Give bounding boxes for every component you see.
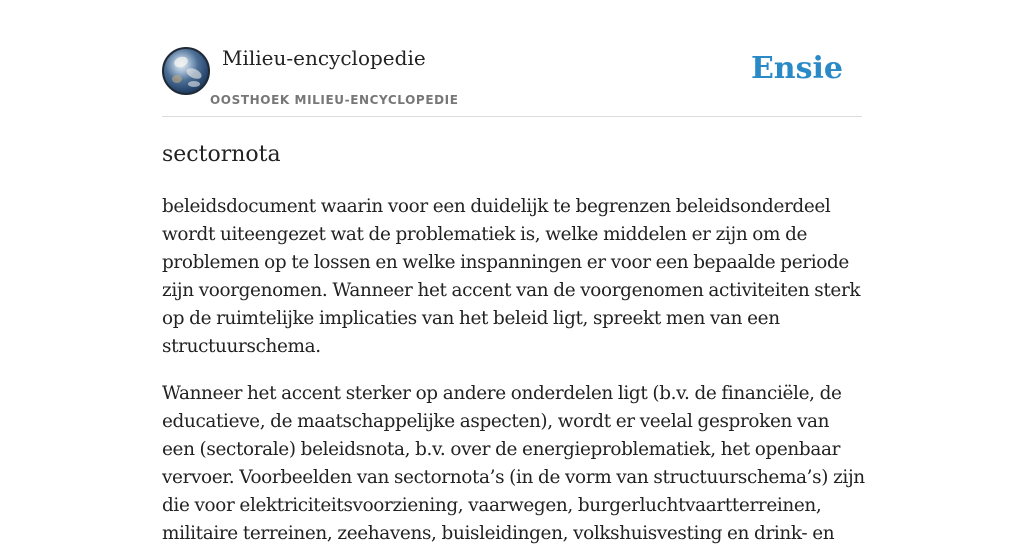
globe-landmass xyxy=(172,75,182,83)
site-header xyxy=(162,0,862,117)
ensie-brand-link[interactable]: Ensie xyxy=(750,51,843,86)
site-title[interactable]: Milieu-encyclopedie xyxy=(222,46,426,70)
globe-landmass xyxy=(173,55,190,69)
entry-content xyxy=(162,116,866,548)
globe-cloud xyxy=(185,66,203,81)
entry-title: sectornota xyxy=(162,142,281,167)
entry-paragraph: beleidsdocument waarin voor een duidelijk te begrenzen beleidsonderdeel wordt uiteengezet wat de problematiek is, welke middelen er zijn om de problemen op te lossen en welke inspanningen er voor een bepaalde periode zijn voorgenomen. Wanneer het accent van de voorgenomen activiteiten sterk op de ruimtelijke implicaties van het beleid ligt, spreekt men van een structuurschema. xyxy=(162,196,861,357)
site-subtitle: OOSTHOEK MILIEU-ENCYCLOPEDIE xyxy=(210,93,459,107)
globe-cloud xyxy=(188,81,200,87)
entry-paragraph: Wanneer het accent sterker op andere onderdelen ligt (b.v. de financiële, de educatieve, de maatschappelijke aspecten), wordt er veelal gesproken van een (sectorale) beleidsnota, b.v. over de energieproblematiek, het openbaar vervoer. Voorbeelden van sectornota’s (in de vorm van structuurschema’s) zijn die voor elektriciteitsvoorziening, vaarwegen, burgerluchtvaartterreinen, militaire terreinen, zeehavens, buisleidingen, volkshuisvesting en drink- en xyxy=(162,383,865,544)
earth-globe-icon[interactable] xyxy=(162,47,210,95)
